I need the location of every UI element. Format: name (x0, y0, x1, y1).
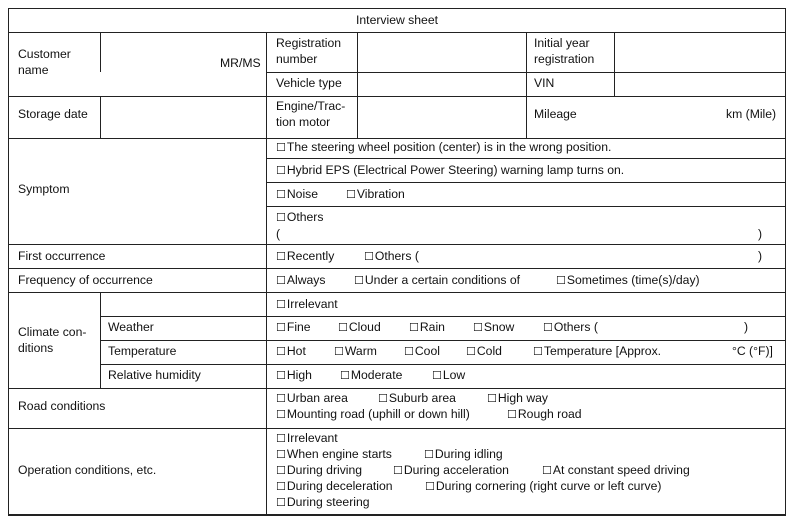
operation-conditions-label: Operation conditions, etc. (18, 463, 157, 477)
engine-traction-motor-label: Engine/Trac- tion motor (276, 99, 346, 129)
first-occurrence-label: First occurrence (18, 249, 106, 263)
rule (526, 32, 527, 138)
road-mounting-road[interactable]: ☐Mounting road (uphill or down hill) (276, 407, 470, 421)
rule (266, 182, 786, 183)
frequency-always[interactable]: ☐Always (276, 273, 326, 287)
rule (100, 340, 786, 341)
checkbox-icon[interactable]: ☐ (543, 322, 553, 334)
checkbox-icon[interactable]: ☐ (340, 370, 350, 382)
rule (8, 96, 786, 97)
checkbox-icon[interactable]: ☐ (276, 275, 286, 287)
checkbox-icon[interactable]: ☐ (276, 409, 286, 421)
rule (266, 158, 786, 159)
temperature-hot[interactable]: ☐Hot (276, 344, 306, 358)
weather-others[interactable]: ☐Others ( (543, 320, 598, 334)
temperature-label: Temperature (108, 344, 177, 358)
rule (8, 428, 786, 429)
checkbox-icon[interactable]: ☐ (364, 251, 374, 263)
checkbox-icon[interactable]: ☐ (409, 322, 419, 334)
rule (100, 32, 101, 72)
checkbox-icon[interactable]: ☐ (276, 212, 286, 224)
road-rough-road[interactable]: ☐Rough road (507, 407, 582, 421)
rule (100, 292, 101, 388)
sheet-title: Interview sheet (356, 13, 438, 27)
frequency-label: Frequency of occurrence (18, 273, 153, 287)
checkbox-icon[interactable]: ☐ (276, 346, 286, 358)
first-occurrence-others[interactable]: ☐Others ( (364, 249, 419, 263)
checkbox-icon[interactable]: ☐ (276, 299, 286, 311)
checkbox-icon[interactable]: ☐ (424, 449, 434, 461)
checkbox-icon[interactable]: ☐ (404, 346, 414, 358)
checkbox-icon[interactable]: ☐ (542, 465, 552, 477)
checkbox-icon[interactable]: ☐ (276, 393, 286, 405)
first-occurrence-close-paren: ) (758, 249, 763, 263)
temperature-cold[interactable]: ☐Cold (466, 344, 502, 358)
mileage-unit: km (Mile) (726, 107, 777, 121)
symptom-others-close-paren: ) (758, 227, 763, 241)
rule (100, 364, 786, 365)
road-urban-area[interactable]: ☐Urban area (276, 391, 348, 405)
operation-engine-starts[interactable]: ☐When engine starts (276, 447, 392, 461)
operation-during-driving[interactable]: ☐During driving (276, 463, 363, 477)
checkbox-icon[interactable]: ☐ (334, 346, 344, 358)
checkbox-icon[interactable]: ☐ (276, 433, 286, 445)
checkbox-icon[interactable]: ☐ (338, 322, 348, 334)
checkbox-icon[interactable]: ☐ (276, 497, 286, 509)
checkbox-icon[interactable]: ☐ (276, 165, 286, 177)
weather-close-paren: ) (744, 320, 749, 334)
initial-year-registration-label: Initial year registration (534, 36, 595, 66)
rule (8, 292, 786, 293)
humidity-low[interactable]: ☐Low (432, 368, 466, 382)
rule (266, 206, 786, 207)
checkbox-icon[interactable]: ☐ (473, 322, 483, 334)
checkbox-icon[interactable]: ☐ (276, 251, 286, 263)
rule (100, 96, 101, 138)
checkbox-icon[interactable]: ☐ (276, 370, 286, 382)
operation-during-cornering[interactable]: ☐During cornering (right curve or left curve) (425, 479, 662, 493)
frequency-under-conditions[interactable]: ☐Under a certain conditions of (354, 273, 521, 287)
rule (8, 268, 786, 269)
operation-during-acceleration[interactable]: ☐During acceleration (393, 463, 509, 477)
operation-constant-speed[interactable]: ☐At constant speed driving (542, 463, 690, 477)
road-suburb-area[interactable]: ☐Suburb area (378, 391, 456, 405)
temperature-unit: °C (°F)] (732, 344, 773, 358)
checkbox-icon[interactable]: ☐ (425, 481, 435, 493)
road-conditions-label: Road conditions (18, 399, 106, 413)
road-high-way[interactable]: ☐High way (487, 391, 548, 405)
rule (266, 32, 267, 516)
rule (614, 32, 615, 96)
rule (357, 32, 358, 138)
climate-conditions-label: Climate con- ditions (18, 325, 87, 355)
climate-irrelevant[interactable]: ☐Irrelevant (276, 297, 338, 311)
vehicle-type-label: Vehicle type (276, 76, 342, 90)
temperature-approx[interactable]: ☐Temperature [Approx. (533, 344, 662, 358)
vin-label: VIN (534, 76, 555, 90)
checkbox-icon[interactable]: ☐ (354, 275, 364, 287)
checkbox-icon[interactable]: ☐ (507, 409, 517, 421)
rule (8, 32, 786, 33)
operation-during-idling[interactable]: ☐During idling (424, 447, 503, 461)
rule (8, 388, 786, 389)
humidity-moderate[interactable]: ☐Moderate (340, 368, 403, 382)
operation-irrelevant[interactable]: ☐Irrelevant (276, 431, 338, 445)
checkbox-icon[interactable]: ☐ (487, 393, 497, 405)
registration-number-label: Registration number (276, 36, 342, 66)
symptom-option-eps-warning[interactable]: ☐Hybrid EPS (Electrical Power Steering) warning lamp turns on. (276, 163, 625, 177)
symptom-option-noise[interactable]: ☐Noise (276, 187, 319, 201)
mr-ms-label: MR/MS (220, 56, 261, 70)
relative-humidity-label: Relative humidity (108, 368, 201, 382)
symptom-option-others[interactable]: ☐Others (276, 210, 324, 224)
checkbox-icon[interactable]: ☐ (556, 275, 566, 287)
checkbox-icon[interactable]: ☐ (276, 465, 286, 477)
symptom-label: Symptom (18, 182, 70, 196)
symptom-option-vibration[interactable]: ☐Vibration (346, 187, 405, 201)
temperature-warm[interactable]: ☐Warm (334, 344, 377, 358)
checkbox-icon[interactable]: ☐ (276, 189, 286, 201)
weather-label: Weather (108, 320, 154, 334)
weather-cloud[interactable]: ☐Cloud (338, 320, 381, 334)
weather-snow[interactable]: ☐Snow (473, 320, 515, 334)
checkbox-icon[interactable]: ☐ (276, 322, 286, 334)
rule (100, 316, 786, 317)
checkbox-icon[interactable]: ☐ (393, 465, 403, 477)
mileage-label: Mileage (534, 107, 577, 121)
checkbox-icon[interactable]: ☐ (276, 449, 286, 461)
symptom-option-steering-position[interactable]: ☐The steering wheel position (center) is in the wrong position. (276, 140, 612, 154)
rule (8, 244, 786, 245)
rule (785, 8, 786, 516)
first-occurrence-recently[interactable]: ☐Recently (276, 249, 335, 263)
weather-fine[interactable]: ☐Fine (276, 320, 311, 334)
checkbox-icon[interactable]: ☐ (432, 370, 442, 382)
rule (8, 8, 9, 516)
storage-date-label: Storage date (18, 107, 88, 121)
humidity-high[interactable]: ☐High (276, 368, 312, 382)
weather-rain[interactable]: ☐Rain (409, 320, 445, 334)
checkbox-icon[interactable]: ☐ (466, 346, 476, 358)
rule (8, 514, 786, 516)
rule (8, 8, 786, 9)
operation-during-deceleration[interactable]: ☐During deceleration (276, 479, 393, 493)
symptom-others-open-paren: ( (276, 227, 281, 241)
frequency-sometimes[interactable]: ☐Sometimes (time(s)/day) (556, 273, 700, 287)
operation-during-steering[interactable]: ☐During steering (276, 495, 370, 509)
checkbox-icon[interactable]: ☐ (346, 189, 356, 201)
checkbox-icon[interactable]: ☐ (276, 481, 286, 493)
checkbox-icon[interactable]: ☐ (533, 346, 543, 358)
interview-sheet (8, 8, 786, 516)
customer-name-label: Customer name (18, 47, 71, 77)
checkbox-icon[interactable]: ☐ (378, 393, 388, 405)
checkbox-icon[interactable]: ☐ (276, 142, 286, 154)
temperature-cool[interactable]: ☐Cool (404, 344, 440, 358)
